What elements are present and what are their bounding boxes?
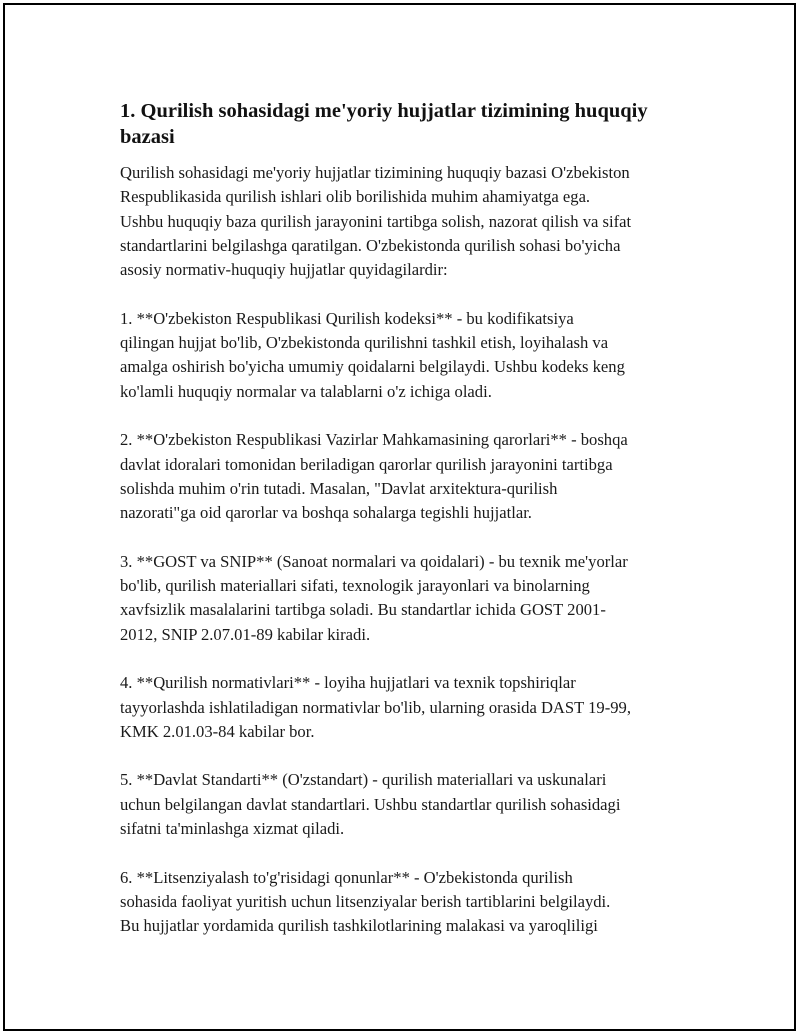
paragraph-line: xavfsizlik masalalarini tartibga soladi. Bu standartlar ichida GOST 2001- [120, 600, 606, 620]
paragraph [120, 161, 700, 282]
paragraph-line: qilingan hujjat bo'lib, O'zbekistonda qurilishni tashkil etish, loyihalash va [120, 333, 609, 353]
paragraph-line: sifatni ta'minlashga xizmat qiladi. [120, 819, 345, 839]
paragraph-line: tayyorlashda ishlatiladigan normativlar bo'lib, ularning orasida DAST 19-99, [120, 697, 631, 717]
paragraph-line: solishda muhim o'rin tutadi. Masalan, "Davlat arxitektura-qurilish [120, 478, 558, 498]
paragraph-line: uchun belgilangan davlat standartlari. Ushbu standartlar qurilish sohasidagi [120, 794, 621, 814]
paragraph-line: ko'lamli huquqiy normalar va talablarni o'z ichiga oladi. [120, 381, 492, 401]
paragraph-line: Bu hujjatlar yordamida qurilish tashkilotlarining malakasi va yaroqliligi [120, 916, 598, 936]
document-title: 1. Qurilish sohasidagi me'yoriy hujjatlar tizimining huquqiy bazasi [120, 100, 648, 148]
paragraph [120, 671, 700, 744]
paragraph-line: Respublikasida qurilish ishlari olib borilishida muhim ahamiyatga ega. [120, 187, 591, 207]
paragraph [120, 768, 700, 841]
paragraph-line: KMK 2.01.03-84 kabilar bor. [120, 721, 315, 741]
paragraph-line: davlat idoralari tomonidan beriladigan qarorlar qurilish jarayonini tartibga [120, 454, 613, 474]
paragraph-line: sohasida faoliyat yuritish uchun litsenziyalar berish tartiblarini belgilaydi. [120, 891, 611, 911]
document-content [120, 98, 700, 963]
paragraph-line: 5. **Davlat Standarti** (O'zstandart) - qurilish materiallari va uskunalari [120, 770, 607, 790]
document-page [3, 3, 796, 1031]
paragraph-line: 1. **O'zbekiston Respublikasi Qurilish kodeksi** - bu kodifikatsiya [120, 308, 574, 328]
paragraph [120, 307, 700, 404]
paragraph-line: 6. **Litsenziyalash to'g'risidagi qonunlar** - O'zbekistonda qurilish [120, 867, 573, 887]
paragraph-line: 3. **GOST va SNIP** (Sanoat normalari va qoidalari) - bu texnik me'yorlar [120, 551, 628, 571]
paragraph-line: 2012, SNIP 2.07.01-89 kabilar kiradi. [120, 624, 371, 644]
paragraph [120, 428, 700, 525]
paragraph-line: standartlarini belgilashga qaratilgan. O'zbekistonda qurilish sohasi bo'yicha [120, 235, 621, 255]
paragraph-line: 4. **Qurilish normativlari** - loyiha hujjatlari va texnik topshiriqlar [120, 673, 576, 693]
paragraph-line: Qurilish sohasidagi me'yoriy hujjatlar tizimining huquqiy bazasi O'zbekiston [120, 163, 630, 182]
document-body [120, 161, 700, 939]
paragraph [120, 550, 700, 647]
paragraph-line: 2. **O'zbekiston Respublikasi Vazirlar Mahkamasining qarorlari** - boshqa [120, 430, 628, 450]
paragraph-line: asosiy normativ-huquqiy hujjatlar quyidagilardir: [120, 260, 448, 280]
paragraph-line: bo'lib, qurilish materiallari sifati, texnologik jarayonlari va binolarning [120, 576, 590, 596]
paragraph-line: amalga oshirish bo'yicha umumiy qoidalarni belgilaydi. Ushbu kodeks keng [120, 357, 625, 377]
paragraph [120, 866, 700, 939]
paragraph-line: nazorati"ga oid qarorlar va boshqa sohalarga tegishli hujjatlar. [120, 503, 532, 523]
paragraph-line: Ushbu huquqiy baza qurilish jarayonini tartibga solish, nazorat qilish va sifat [120, 211, 632, 231]
